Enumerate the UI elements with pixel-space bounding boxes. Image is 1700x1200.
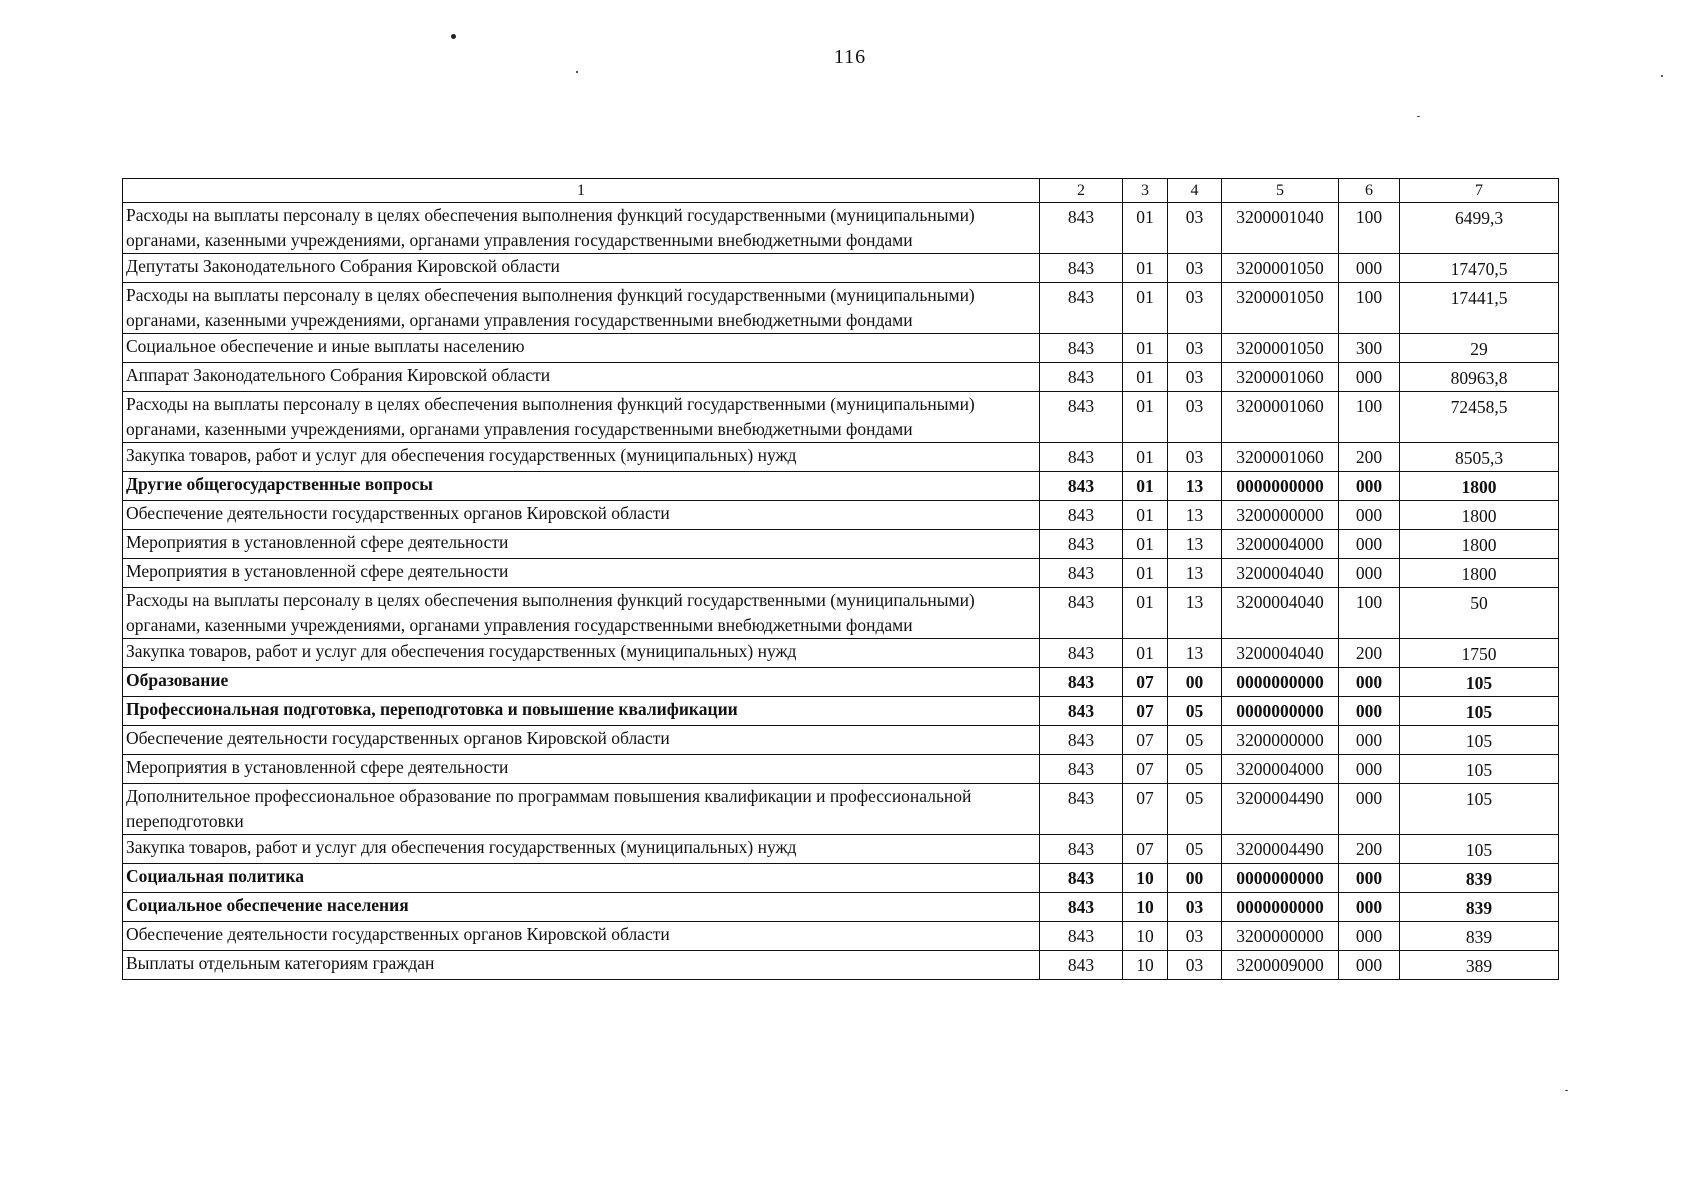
row-section-cell: 07 [1123, 668, 1168, 697]
row-expense-type-cell: 000 [1339, 559, 1400, 588]
row-ved-cell: 843 [1040, 283, 1123, 334]
row-name-cell: Мероприятия в установленной сфере деятельности [123, 755, 1040, 784]
row-name-cell: Закупка товаров, работ и услуг для обеспечения государственных (муниципальных) нужд [123, 443, 1040, 472]
row-ved-cell: 843 [1040, 559, 1123, 588]
table-row [123, 254, 1559, 283]
table-row [123, 639, 1559, 668]
row-section-cell: 07 [1123, 755, 1168, 784]
row-target-article-cell: 3200001040 [1222, 203, 1339, 254]
row-expense-type-cell: 200 [1339, 443, 1400, 472]
row-subsection-cell: 03 [1168, 363, 1222, 392]
header-cell: 7 [1400, 179, 1559, 203]
row-section-cell: 10 [1123, 893, 1168, 922]
row-amount-cell: 105 [1400, 697, 1559, 726]
row-section-cell: 01 [1123, 334, 1168, 363]
row-amount-cell: 839 [1400, 922, 1559, 951]
row-ved-cell: 843 [1040, 443, 1123, 472]
row-target-article-cell: 3200000000 [1222, 922, 1339, 951]
row-expense-type-cell: 000 [1339, 501, 1400, 530]
row-subsection-cell: 13 [1168, 559, 1222, 588]
row-name-cell: Аппарат Законодательного Собрания Кировской области [123, 363, 1040, 392]
row-expense-type-cell: 200 [1339, 639, 1400, 668]
header-cell: 5 [1222, 179, 1339, 203]
table-row [123, 922, 1559, 951]
row-target-article-cell: 0000000000 [1222, 697, 1339, 726]
row-ved-cell: 843 [1040, 726, 1123, 755]
row-ved-cell: 843 [1040, 334, 1123, 363]
row-expense-type-cell: 000 [1339, 893, 1400, 922]
row-name-cell: Расходы на выплаты персоналу в целях обеспечения выполнения функций государственными (муниципальными) органами, казенными учреждениями, органами управления государственными внебюджетными фондами [123, 588, 1040, 639]
header-cell: 2 [1040, 179, 1123, 203]
row-subsection-cell: 03 [1168, 392, 1222, 443]
table-header-row [123, 179, 1559, 203]
row-expense-type-cell: 000 [1339, 864, 1400, 893]
row-section-cell: 10 [1123, 922, 1168, 951]
row-target-article-cell: 3200001050 [1222, 334, 1339, 363]
row-amount-cell: 29 [1400, 334, 1559, 363]
table-row [123, 893, 1559, 922]
header-cell: 4 [1168, 179, 1222, 203]
row-name-cell: Закупка товаров, работ и услуг для обеспечения государственных (муниципальных) нужд [123, 639, 1040, 668]
row-section-cell: 10 [1123, 951, 1168, 980]
row-amount-cell: 105 [1400, 668, 1559, 697]
row-ved-cell: 843 [1040, 864, 1123, 893]
row-target-article-cell: 3200004040 [1222, 588, 1339, 639]
table-row [123, 472, 1559, 501]
scan-speck [1417, 116, 1420, 117]
row-ved-cell: 843 [1040, 588, 1123, 639]
row-subsection-cell: 05 [1168, 784, 1222, 835]
row-expense-type-cell: 100 [1339, 588, 1400, 639]
row-section-cell: 01 [1123, 283, 1168, 334]
row-ved-cell: 843 [1040, 254, 1123, 283]
row-amount-cell: 839 [1400, 864, 1559, 893]
scan-speck [451, 34, 456, 39]
row-expense-type-cell: 000 [1339, 697, 1400, 726]
row-amount-cell: 1800 [1400, 530, 1559, 559]
row-name-cell: Мероприятия в установленной сфере деятельности [123, 530, 1040, 559]
row-subsection-cell: 03 [1168, 334, 1222, 363]
row-ved-cell: 843 [1040, 530, 1123, 559]
page-number: 116 [833, 46, 867, 68]
row-ved-cell: 843 [1040, 784, 1123, 835]
row-target-article-cell: 3200004000 [1222, 755, 1339, 784]
row-subsection-cell: 13 [1168, 530, 1222, 559]
row-section-cell: 01 [1123, 501, 1168, 530]
row-target-article-cell: 0000000000 [1222, 893, 1339, 922]
row-expense-type-cell: 000 [1339, 254, 1400, 283]
row-ved-cell: 843 [1040, 922, 1123, 951]
row-ved-cell: 843 [1040, 951, 1123, 980]
row-target-article-cell: 0000000000 [1222, 472, 1339, 501]
row-name-cell: Расходы на выплаты персоналу в целях обеспечения выполнения функций государственными (муниципальными) органами, казенными учреждениями, органами управления государственными внебюджетными фондами [123, 392, 1040, 443]
row-target-article-cell: 3200004490 [1222, 835, 1339, 864]
row-section-cell: 10 [1123, 864, 1168, 893]
row-name-cell: Мероприятия в установленной сфере деятельности [123, 559, 1040, 588]
row-target-article-cell: 3200009000 [1222, 951, 1339, 980]
row-amount-cell: 50 [1400, 588, 1559, 639]
row-ved-cell: 843 [1040, 203, 1123, 254]
row-expense-type-cell: 000 [1339, 784, 1400, 835]
row-target-article-cell: 3200004000 [1222, 530, 1339, 559]
row-expense-type-cell: 000 [1339, 726, 1400, 755]
row-name-cell: Депутаты Законодательного Собрания Кировской области [123, 254, 1040, 283]
row-target-article-cell: 3200001060 [1222, 443, 1339, 472]
row-subsection-cell: 00 [1168, 864, 1222, 893]
table-row [123, 443, 1559, 472]
row-section-cell: 01 [1123, 443, 1168, 472]
row-expense-type-cell: 000 [1339, 755, 1400, 784]
table-row [123, 951, 1559, 980]
row-target-article-cell: 0000000000 [1222, 864, 1339, 893]
row-amount-cell: 1800 [1400, 501, 1559, 530]
row-ved-cell: 843 [1040, 668, 1123, 697]
row-amount-cell: 105 [1400, 726, 1559, 755]
row-target-article-cell: 3200004490 [1222, 784, 1339, 835]
row-ved-cell: 843 [1040, 363, 1123, 392]
row-amount-cell: 6499,3 [1400, 203, 1559, 254]
row-subsection-cell: 03 [1168, 283, 1222, 334]
row-target-article-cell: 3200000000 [1222, 501, 1339, 530]
row-target-article-cell: 3200001050 [1222, 254, 1339, 283]
row-expense-type-cell: 300 [1339, 334, 1400, 363]
row-amount-cell: 389 [1400, 951, 1559, 980]
row-name-cell: Обеспечение деятельности государственных органов Кировской области [123, 726, 1040, 755]
row-name-cell: Закупка товаров, работ и услуг для обеспечения государственных (муниципальных) нужд [123, 835, 1040, 864]
budget-table [122, 178, 1559, 980]
row-name-cell: Дополнительное профессиональное образование по программам повышения квалификации и профессиональной переподготовки [123, 784, 1040, 835]
row-expense-type-cell: 100 [1339, 392, 1400, 443]
row-subsection-cell: 13 [1168, 472, 1222, 501]
row-target-article-cell: 3200000000 [1222, 726, 1339, 755]
row-expense-type-cell: 100 [1339, 203, 1400, 254]
table-row [123, 668, 1559, 697]
row-section-cell: 01 [1123, 392, 1168, 443]
row-ved-cell: 843 [1040, 835, 1123, 864]
row-name-cell: Другие общегосударственные вопросы [123, 472, 1040, 501]
row-section-cell: 07 [1123, 697, 1168, 726]
table-row [123, 784, 1559, 835]
row-amount-cell: 17470,5 [1400, 254, 1559, 283]
row-expense-type-cell: 000 [1339, 363, 1400, 392]
row-ved-cell: 843 [1040, 472, 1123, 501]
row-ved-cell: 843 [1040, 755, 1123, 784]
row-name-cell: Расходы на выплаты персоналу в целях обеспечения выполнения функций государственными (муниципальными) органами, казенными учреждениями, органами управления государственными внебюджетными фондами [123, 283, 1040, 334]
row-target-article-cell: 0000000000 [1222, 668, 1339, 697]
row-section-cell: 01 [1123, 639, 1168, 668]
row-amount-cell: 105 [1400, 835, 1559, 864]
table-row [123, 755, 1559, 784]
row-expense-type-cell: 000 [1339, 922, 1400, 951]
scan-speck [576, 71, 578, 73]
row-target-article-cell: 3200004040 [1222, 639, 1339, 668]
row-amount-cell: 105 [1400, 784, 1559, 835]
scan-speck [1661, 75, 1663, 77]
header-cell: 3 [1123, 179, 1168, 203]
table-row [123, 363, 1559, 392]
row-name-cell: Социальная политика [123, 864, 1040, 893]
row-ved-cell: 843 [1040, 501, 1123, 530]
row-name-cell: Социальное обеспечение и иные выплаты населению [123, 334, 1040, 363]
scan-speck [1565, 1090, 1568, 1091]
row-subsection-cell: 00 [1168, 668, 1222, 697]
row-subsection-cell: 05 [1168, 726, 1222, 755]
table-row [123, 392, 1559, 443]
table-row [123, 501, 1559, 530]
row-amount-cell: 80963,8 [1400, 363, 1559, 392]
table-body [123, 203, 1559, 980]
row-target-article-cell: 3200001050 [1222, 283, 1339, 334]
table-row [123, 835, 1559, 864]
table-row [123, 203, 1559, 254]
row-target-article-cell: 3200001060 [1222, 363, 1339, 392]
table-row [123, 334, 1559, 363]
row-subsection-cell: 13 [1168, 639, 1222, 668]
row-section-cell: 01 [1123, 203, 1168, 254]
row-expense-type-cell: 000 [1339, 530, 1400, 559]
row-amount-cell: 8505,3 [1400, 443, 1559, 472]
row-subsection-cell: 13 [1168, 501, 1222, 530]
row-expense-type-cell: 200 [1339, 835, 1400, 864]
row-amount-cell: 839 [1400, 893, 1559, 922]
row-subsection-cell: 05 [1168, 835, 1222, 864]
row-amount-cell: 72458,5 [1400, 392, 1559, 443]
row-amount-cell: 1750 [1400, 639, 1559, 668]
table-row [123, 559, 1559, 588]
row-subsection-cell: 03 [1168, 922, 1222, 951]
row-subsection-cell: 13 [1168, 588, 1222, 639]
table-row [123, 697, 1559, 726]
row-section-cell: 01 [1123, 588, 1168, 639]
row-name-cell: Профессиональная подготовка, переподготовка и повышение квалификации [123, 697, 1040, 726]
row-section-cell: 01 [1123, 363, 1168, 392]
row-ved-cell: 843 [1040, 639, 1123, 668]
row-name-cell: Обеспечение деятельности государственных органов Кировской области [123, 922, 1040, 951]
row-ved-cell: 843 [1040, 697, 1123, 726]
row-section-cell: 07 [1123, 784, 1168, 835]
row-subsection-cell: 05 [1168, 697, 1222, 726]
row-section-cell: 01 [1123, 254, 1168, 283]
row-subsection-cell: 03 [1168, 203, 1222, 254]
table-row [123, 530, 1559, 559]
row-expense-type-cell: 000 [1339, 951, 1400, 980]
row-section-cell: 01 [1123, 530, 1168, 559]
row-expense-type-cell: 000 [1339, 472, 1400, 501]
row-section-cell: 07 [1123, 835, 1168, 864]
table-row [123, 588, 1559, 639]
row-subsection-cell: 03 [1168, 443, 1222, 472]
row-target-article-cell: 3200004040 [1222, 559, 1339, 588]
header-cell: 6 [1339, 179, 1400, 203]
row-target-article-cell: 3200001060 [1222, 392, 1339, 443]
row-subsection-cell: 03 [1168, 254, 1222, 283]
row-subsection-cell: 03 [1168, 951, 1222, 980]
row-ved-cell: 843 [1040, 893, 1123, 922]
table-row [123, 726, 1559, 755]
table-row [123, 283, 1559, 334]
row-section-cell: 07 [1123, 726, 1168, 755]
row-amount-cell: 1800 [1400, 559, 1559, 588]
row-name-cell: Выплаты отдельным категориям граждан [123, 951, 1040, 980]
row-subsection-cell: 05 [1168, 755, 1222, 784]
row-section-cell: 01 [1123, 559, 1168, 588]
row-name-cell: Социальное обеспечение населения [123, 893, 1040, 922]
row-expense-type-cell: 100 [1339, 283, 1400, 334]
row-name-cell: Образование [123, 668, 1040, 697]
row-name-cell: Обеспечение деятельности государственных органов Кировской области [123, 501, 1040, 530]
table-row [123, 864, 1559, 893]
row-amount-cell: 17441,5 [1400, 283, 1559, 334]
row-subsection-cell: 03 [1168, 893, 1222, 922]
row-expense-type-cell: 000 [1339, 668, 1400, 697]
row-amount-cell: 105 [1400, 755, 1559, 784]
row-ved-cell: 843 [1040, 392, 1123, 443]
row-section-cell: 01 [1123, 472, 1168, 501]
row-amount-cell: 1800 [1400, 472, 1559, 501]
row-name-cell: Расходы на выплаты персоналу в целях обеспечения выполнения функций государственными (муниципальными) органами, казенными учреждениями, органами управления государственными внебюджетными фондами [123, 203, 1040, 254]
header-cell: 1 [123, 179, 1040, 203]
